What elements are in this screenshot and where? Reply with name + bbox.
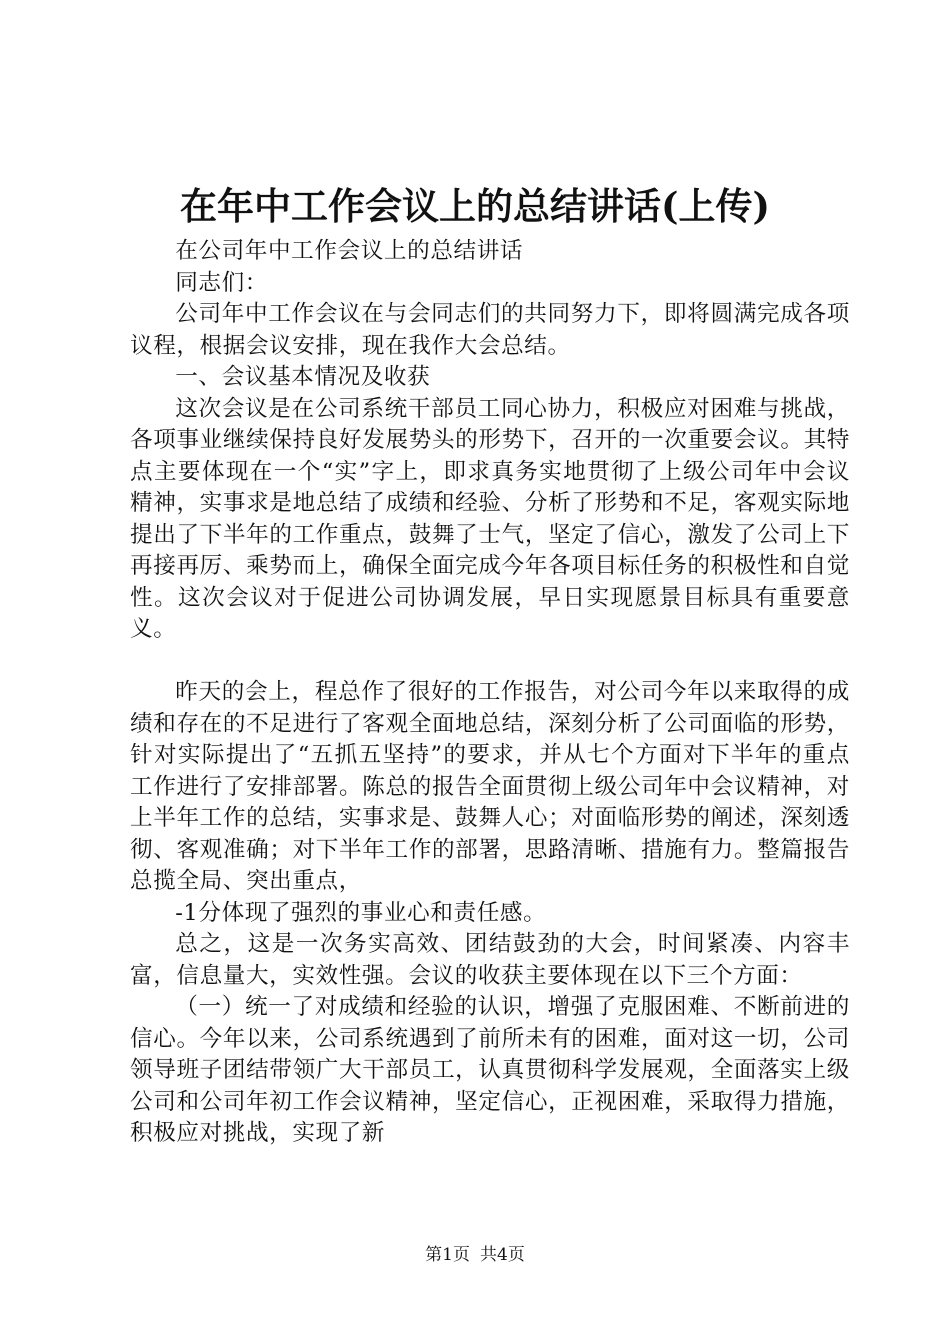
- salutation-paragraph: 同志们：: [175, 269, 268, 296]
- page-footer: [0, 1244, 950, 1266]
- body-paragraph: -1分体现了强烈的事业心和责任感。: [175, 899, 547, 926]
- subtitle-paragraph: 在公司年中工作会议上的总结讲话: [175, 238, 524, 264]
- body-paragraph: 昨天的会上，程总作了很好的工作报告，对公司今年以来取得的成绩和存在的不足进行了客观全面地总结，深刻分析了公司面临的形势，针对实际提出了“五抓五坚持”的要求，并从七个方面对下半年的重点工作进行了安排部署。陈总的报告全面贯彻上级公司年中会议精神，对上半年工作的总结，实事求是、鼓舞人心；对面临形势的阐述，深刻透彻、客观准确；对下半年工作的部署，思路清晰、措施有力。整篇报告总揽全局、突出重点，: [130, 679, 850, 894]
- body-paragraph: 总之，这是一次务实高效、团结鼓劲的大会，时间紧凑、内容丰富，信息量大，实效性强。会议的收获主要体现在以下三个方面：: [130, 931, 850, 989]
- intro-paragraph: 公司年中工作会议在与会同志们的共同努力下，即将圆满完成各项议程，根据会议安排，现在我作大会总结。: [130, 301, 850, 359]
- page-total: 共4页: [480, 1245, 525, 1265]
- document-title: 在年中工作会议上的总结讲话(上传): [179, 184, 770, 228]
- section-heading: 一、会议基本情况及收获: [175, 364, 431, 390]
- document-body: [130, 236, 850, 1150]
- page-number: 第1页: [425, 1245, 470, 1265]
- body-paragraph: （一）统一了对成绩和经验的认识，增强了克服困难、不断前进的信心。今年以来，公司系统遇到了前所未有的困难，面对这一切，公司领导班子团结带领广大干部员工，认真贯彻科学发展观，全面落实上级公司和公司年初工作会议精神，坚定信心，正视困难，采取得力措施，积极应对挑战，实现了新: [130, 994, 850, 1146]
- body-paragraph: 这次会议是在公司系统干部员工同心协力，积极应对困难与挑战，各项事业继续保持良好发展势头的形势下，召开的一次重要会议。其特点主要体现在一个“实”字上，即求真务实地贯彻了上级公司年中会议精神，实事求是地总结了成绩和经验、分析了形势和不足，客观实际地提出了下半年的工作重点，鼓舞了士气，坚定了信心，激发了公司上下再接再厉、乘势而上，确保全面完成今年各项目标任务的积极性和自觉性。这次会议对于促进公司协调发展，早日实现愿景目标具有重要意义。: [130, 395, 850, 642]
